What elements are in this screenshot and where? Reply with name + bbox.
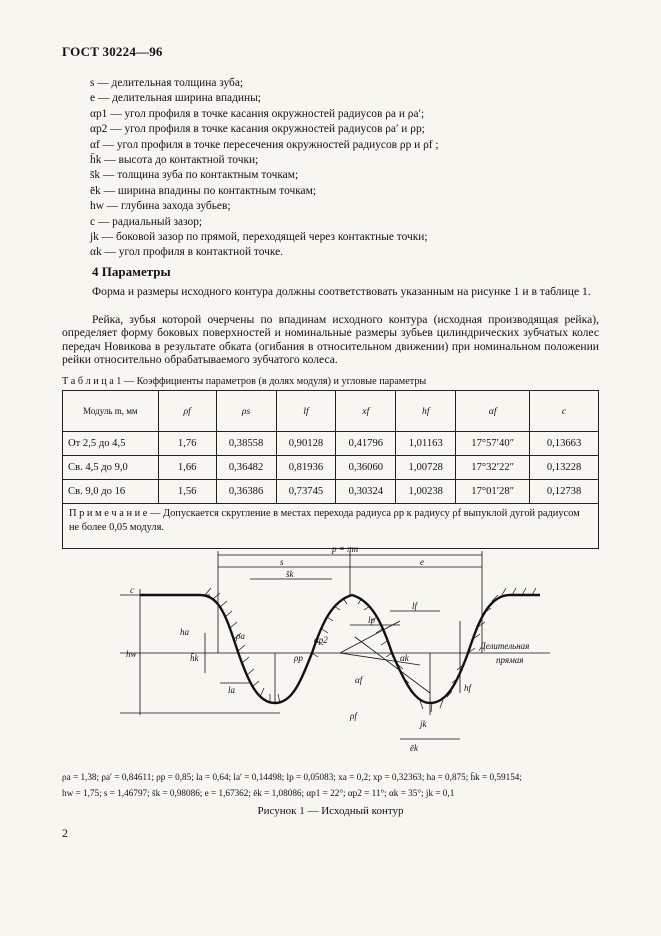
table-header-cell: ρf [158,391,216,432]
pitch-label: p = πm [332,544,359,554]
table-row [63,432,599,456]
definitions-list [90,76,610,261]
rho-f-label: ρf [350,711,357,721]
table-row [63,480,599,504]
table-cell: 0,73745 [276,480,336,504]
table-cell: 17°01′28″ [456,480,530,504]
definition-item: ēk — ширина впадины по контактным точкам; [90,184,316,197]
definition-item: jk — боковой зазор по прямой, переходящей через контактные точки; [90,231,428,244]
definition-item: hw — глубина захода зубьев; [90,200,231,213]
page-number: 2 [62,826,68,840]
table-cell: 0,12738 [530,480,599,504]
rho-p-label: ρp [294,653,303,663]
table-cell: 17°57′40″ [456,432,530,456]
alpha-k-label: αk [400,653,409,663]
ha-label: ha [180,627,189,637]
table-cell: 1,00728 [396,456,456,480]
table-header-row [63,391,599,432]
pitch-line-label: Делительная [480,641,530,651]
lp-label: lp [368,615,376,625]
table-cell: 1,56 [158,480,216,504]
parameters-table [62,390,599,549]
sk-label: s̄k [286,569,294,579]
definition-item: s̄k — толщина зуба по контактным точкам; [90,169,299,182]
table-cell: 0,90128 [276,432,336,456]
table-header-cell: xf [336,391,396,432]
table-cell: 0,81936 [276,456,336,480]
definition-item: αp1 — угол профиля в точке касания окружностей радиусов ρa и ρa′; [90,107,425,120]
table-cell: 17°32′22″ [456,456,530,480]
table-cell: 0,13663 [530,432,599,456]
figure-caption: Рисунок 1 — Исходный контур [257,805,404,817]
table-cell: 1,76 [158,432,216,456]
alpha-p2-label: αp2 [314,635,328,645]
c-label: c [130,585,134,595]
jk-label: jk [420,719,427,729]
ek-label: ēk [410,743,418,753]
definition-item: αp2 — угол профиля в точке касания окружностей радиусов ρa′ и ρp; [90,123,425,136]
table-header-cell: hf [396,391,456,432]
definition-item: s — делительная толщина зуба; [90,77,244,89]
rack-profile-figure [100,543,620,758]
definition-item: αf — угол профиля в точке пересечения окружностей радиусов ρp и ρf ; [90,138,439,151]
table-cell: 0,36060 [336,456,396,480]
s-label: s [280,557,284,567]
section-title: 4 Параметры [92,264,171,279]
pitch-line-label: прямая [496,655,524,665]
table-cell: 1,00238 [396,480,456,504]
table-header-cell: αf [456,391,530,432]
table-header-cell: c [530,391,599,432]
table-cell: 0,30324 [336,480,396,504]
table-row [63,456,599,480]
rho-a-label: ρa [236,631,245,641]
table-note: П р и м е ч а н и е — Допускается скругление в местах перехода радиуса ρp к радиусу ρf выпуклой дугой радиусом не более 0,05 модуля. [63,504,599,549]
la-label: la [228,685,236,695]
table-cell: От 2,5 до 4,5 [63,432,159,456]
e-label: e [420,557,424,567]
table-cell: 0,36482 [216,456,276,480]
table-cell: 1,66 [158,456,216,480]
alpha-f-label: αf [355,675,363,685]
definition-item: e — делительная ширина впадины; [90,92,261,105]
definition-item: c — радиальный зазор; [90,215,203,228]
table-header-cell: lf [276,391,336,432]
table-cell: 0,41796 [336,432,396,456]
table-header-cell: Модуль m, мм [63,391,159,432]
table-cell: 0,38558 [216,432,276,456]
hk-label: h̄k [190,653,199,663]
document-header: ГОСТ 30224—96 [62,44,163,59]
paragraph: Рейка, зубья которой очерчены по впадинам исходного контура (исходная производящая рейка), определяет форму боковых поверхностей и номинальные размеры зубьев цилиндрических зубчатых колес передач Новикова в результате обката (огибания в относительном движении) при номинальном положении рейки относительно обрабатываемого зубчатого колеса. [62,313,599,367]
table-cell: Св. 9,0 до 16 [63,480,159,504]
paragraph: Форма и размеры исходного контура должны соответствовать указанным на рисунке 1 и в таблице 1. [92,285,591,298]
table-cell: 0,36386 [216,480,276,504]
definition-item: αk — угол профиля в контактной точке. [90,246,283,259]
lf-label: lf [412,601,418,611]
hw-label: hw [126,649,137,659]
hf-label: hf [464,683,472,693]
figure-parameters: hw = 1,75; s = 1,46797; s̄k = 0,98086; e = 1,67362; ēk = 1,08086; αp1 = 22°; αp2 = 11°; αk = 35°; jk = 0,1 [62,788,455,798]
figure-parameters: ρa = 1,38; ρa′ = 0,84611; ρp = 0,85; la = 0,64; la′ = 0,14498; lp = 0,05083; xa = 0,2; xp = 0,32363; ha = 0,875; h̄k = 0,59154; [62,772,522,782]
definition-item: h̄k — высота до контактной точки; [90,154,259,167]
table-cell: Св. 4,5 до 9,0 [63,456,159,480]
table-header-cell: ρs [216,391,276,432]
table-cell: 1,01163 [396,432,456,456]
table-caption: Т а б л и ц а 1 — Коэффициенты параметров (в долях модуля) и угловые параметры [62,376,427,387]
table-note-row [63,504,599,549]
table-cell: 0,13228 [530,456,599,480]
